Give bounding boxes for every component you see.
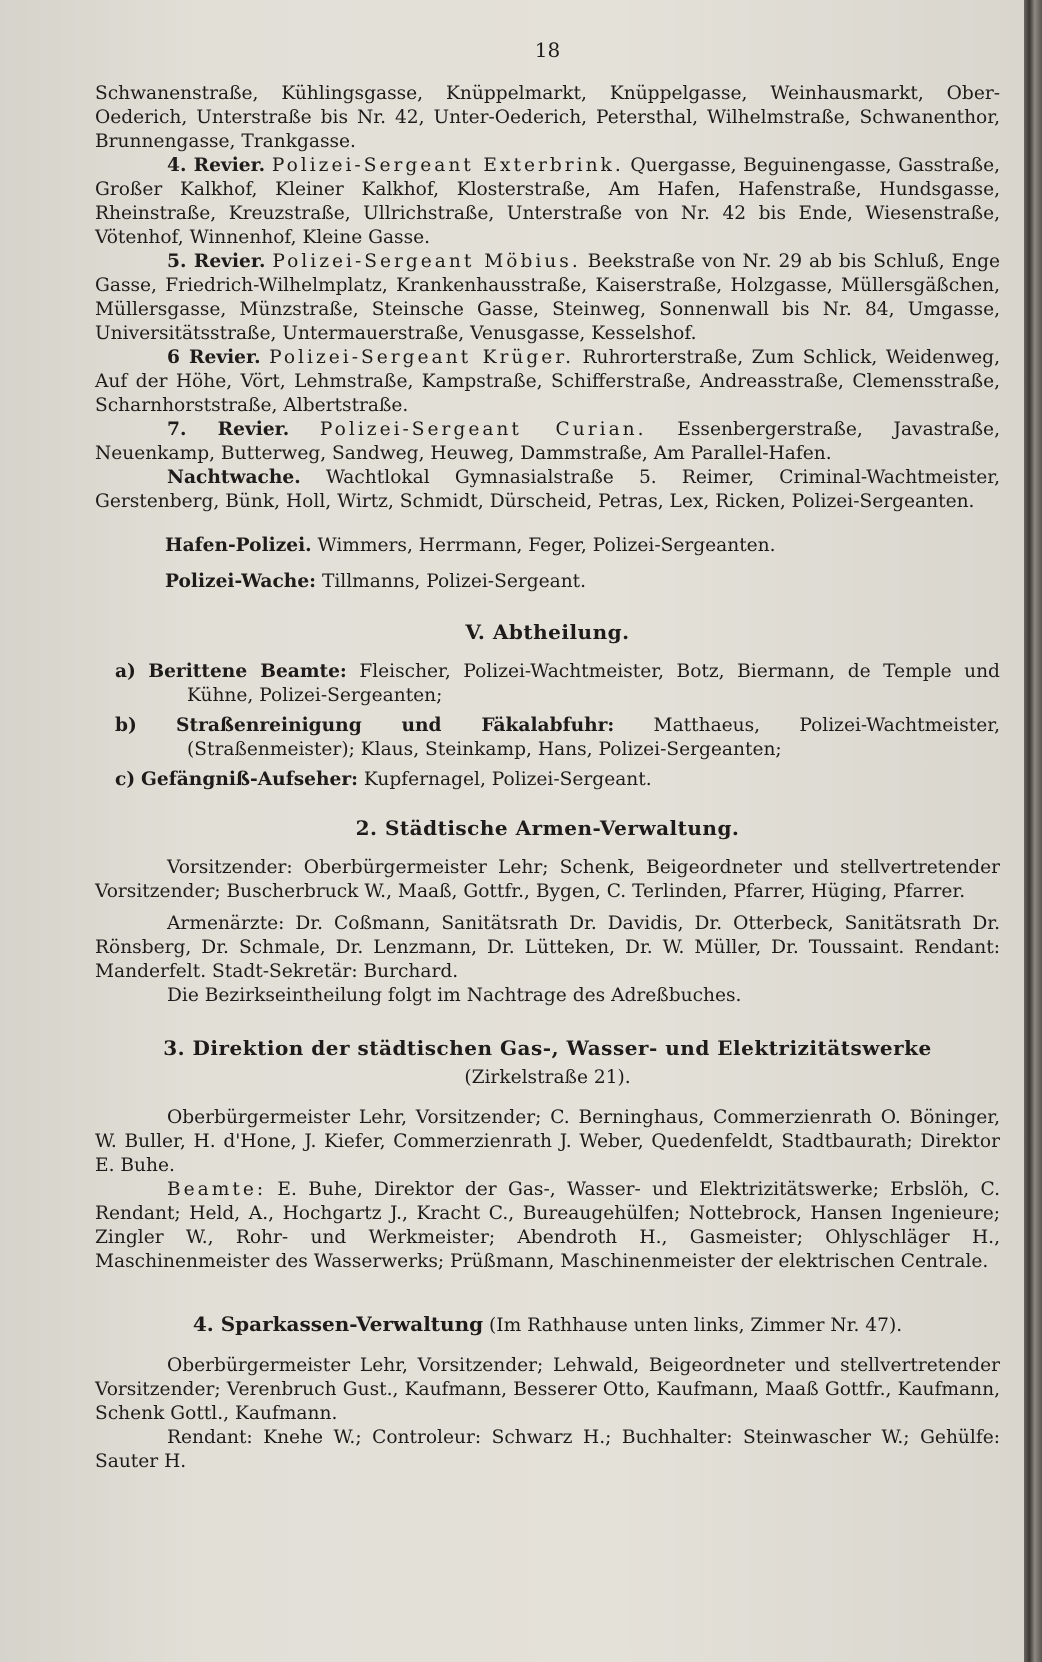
direktion-vorstand: Oberbürgermeister Lehr, Vorsitzender; C. Berninghaus, Commerzienrath O. Böninger, W. Buller, H. d'Hone, J. Kiefer, Commerzienrath J. Weber, Quedenfeldt, Stadtbaurath; Direktor E. Buhe.	[95, 1107, 1000, 1176]
hafen-polizei-label: Hafen-Polizei.	[165, 535, 312, 556]
hafen-polizei	[95, 534, 1000, 558]
abtheilung-5-heading: V. Abtheilung.	[465, 620, 630, 644]
nachtwache-text: Wachtlokal Gymnasialstraße 5. Reimer, Criminal-Wachtmeister, Gerstenberg, Bünk, Holl, Wirtz, Schmidt, Dürscheid, Petras, Lex, Ricken, Polizei-Sergeanten.	[95, 467, 1000, 512]
revier-4	[95, 154, 1000, 250]
armen-bezirk: Die Bezirkseintheilung folgt im Nachtrage des Adreßbuches.	[167, 985, 742, 1006]
page-content	[95, 38, 1000, 1474]
nachtwache	[95, 466, 1000, 514]
abtheilung-item-a-letter: a)	[115, 661, 136, 682]
sparkasse-heading-line	[95, 1312, 1000, 1338]
sparkasse-heading: 4. Sparkassen-Verwaltung	[192, 1312, 484, 1336]
direktion-address: (Zirkelstraße 21).	[464, 1067, 631, 1088]
revier-7-officer: Polizei-Sergeant Curian.	[319, 419, 647, 440]
sparkasse-beamte: Rendant: Knehe W.; Controleur: Schwarz H.; Buchhalter: Steinwascher W.; Gehülfe: Sauter H.	[95, 1427, 1000, 1472]
abtheilung-item-c-label: Gefängniß-Aufseher:	[141, 769, 358, 790]
revier-4-officer: Polizei-Sergeant Exterbrink.	[271, 155, 624, 176]
polizei-wache-text: Tillmanns, Polizei-Sergeant.	[321, 571, 587, 592]
abtheilung-item-a-text: Fleischer, Polizei-Wachtmeister, Botz, Biermann, de Temple und Kühne, Polizei-Sergeanten;	[187, 661, 1000, 706]
abtheilung-item-b	[95, 714, 1000, 762]
sparkasse-location: (Im Rathhause unten links, Zimmer Nr. 47).	[489, 1315, 903, 1336]
revier-5	[95, 250, 1000, 346]
sparkasse-vorstand: Oberbürgermeister Lehr, Vorsitzender; Lehwald, Beigeordneter und stellvertretender Vorsitzender; Verenbruch Gust., Kaufmann, Besserer Otto, Kaufmann, Maaß Gottfr., Kaufmann, Schenk Gottl., Kaufmann.	[95, 1355, 1000, 1424]
revier-5-officer: Polizei-Sergeant Möbius.	[272, 251, 581, 272]
abtheilung-item-b-letter: b)	[115, 715, 137, 736]
abtheilung-item-b-text: Matthaeus, Polizei-Wachtmeister, (Straßenmeister); Klaus, Steinkamp, Hans, Polizei-Sergeanten;	[187, 715, 1000, 760]
armen-aerzte: Armenärzte: Dr. Coßmann, Sanitätsrath Dr. Davidis, Dr. Otterbeck, Sanitätsrath Dr. Rönsberg, Dr. Schmale, Dr. Lenzmann, Dr. Lütteken, Dr. W. Müller, Dr. Toussaint. Rendant: Manderfelt. Stadt-Sekretär: Burchard.	[95, 913, 1000, 982]
page-number: 18	[534, 38, 561, 62]
abtheilung-item-a	[95, 660, 1000, 708]
revier-7-streets: Essenbergerstraße, Javastraße, Neuenkamp, Butterweg, Sandweg, Heuweg, Dammstraße, Am Parallel-Hafen.	[95, 419, 1000, 464]
abtheilung-item-c-letter: c)	[115, 769, 136, 790]
revier-5-label: 5. Revier.	[167, 251, 266, 272]
revier-4-streets: Quergasse, Beguinengasse, Gasstraße, Großer Kalkhof, Kleiner Kalkhof, Klosterstraße, Am Hafen, Hafenstraße, Hundsgasse, Rheinstraße, Kreuzstraße, Ullrichstraße, Unterstraße von Nr. 42 bis Ende, Wiesenstraße, Vötenhof, Winnenhof, Kleine Gasse.	[95, 155, 1001, 248]
direktion-heading: 3. Direktion der städtischen Gas-, Wasser- und Elektrizitätswerke	[163, 1036, 932, 1060]
revier-6-streets: Ruhrorterstraße, Zum Schlick, Weidenweg, Auf der Höhe, Vört, Lehmstraße, Kampstraße, Schifferstraße, Andreasstraße, Clemensstraße, Scharnhorststraße, Albertstraße.	[95, 347, 1001, 416]
revier-4-label: 4. Revier.	[167, 155, 266, 176]
revier-6-officer: Polizei-Sergeant Krüger.	[269, 347, 574, 368]
revier-7	[95, 418, 1000, 466]
revier-6	[95, 346, 1000, 418]
direktion-beamte-label: Beamte:	[167, 1179, 267, 1200]
hafen-polizei-text: Wimmers, Herrmann, Feger, Polizei-Sergeanten.	[317, 535, 776, 556]
armen-vorsitz: Vorsitzender: Oberbürgermeister Lehr; Schenk, Beigeordneter und stellvertretender Vorsitzender; Buscherbruck W., Maaß, Gottfr., Bygen, C. Terlinden, Pfarrer, Hüging, Pfarrer.	[95, 857, 1000, 902]
revier-5-streets: Beekstraße von Nr. 29 ab bis Schluß, Enge Gasse, Friedrich-Wilhelmplatz, Krankenhausstraße, Kaiserstraße, Holzgasse, Müllersgäßchen, Müllersgasse, Münzstraße, Steinsche Gasse, Steinweg, Sonnenwall bis Nr. 84, Umgasse, Universitätsstraße, Untermauerstraße, Venusgasse, Kesselshof.	[95, 251, 1000, 344]
abtheilung-item-c	[95, 768, 1000, 792]
armen-heading: 2. Städtische Armen-Verwaltung.	[355, 816, 740, 840]
revier3-continuation: Schwanenstraße, Kühlingsgasse, Knüppelmarkt, Knüppelgasse, Weinhausmarkt, Ober-Oederich, Unterstraße bis Nr. 42, Unter-Oederich, Petersthal, Wilhelmstraße, Schwanenthor, Brunnengasse, Trankgasse.	[95, 83, 1000, 152]
nachtwache-label: Nachtwache.	[167, 467, 301, 488]
revier-6-label: 6 Revier.	[167, 347, 261, 368]
direktion-beamte-text: E. Buhe, Direktor der Gas-, Wasser- und Elektrizitätswerke; Erbslöh, C. Rendant; Held, A., Hochgartz J., Kracht C., Bureaugehülfen; Nottebrock, Hansen Ingenieure; Zingler W., Rohr- und Werkmeister; Abendroth H., Gasmeister; Ohlyschläger H., Maschinenmeister des Wasserwerks; Prüßmann, Maschinenmeister der elektrischen Centrale.	[95, 1179, 1000, 1272]
polizei-wache	[95, 570, 1000, 594]
revier-7-label: 7. Revier.	[167, 419, 290, 440]
polizei-wache-label: Polizei-Wache:	[165, 571, 317, 592]
page-edge	[1024, 0, 1042, 1662]
abtheilung-item-c-text: Kupfernagel, Polizei-Sergeant.	[363, 769, 652, 790]
abtheilung-item-a-label: Berittene Beamte:	[148, 661, 347, 682]
direktion-beamte	[95, 1178, 1000, 1274]
abtheilung-item-b-label: Straßenreinigung und Fäkalabfuhr:	[176, 715, 615, 736]
